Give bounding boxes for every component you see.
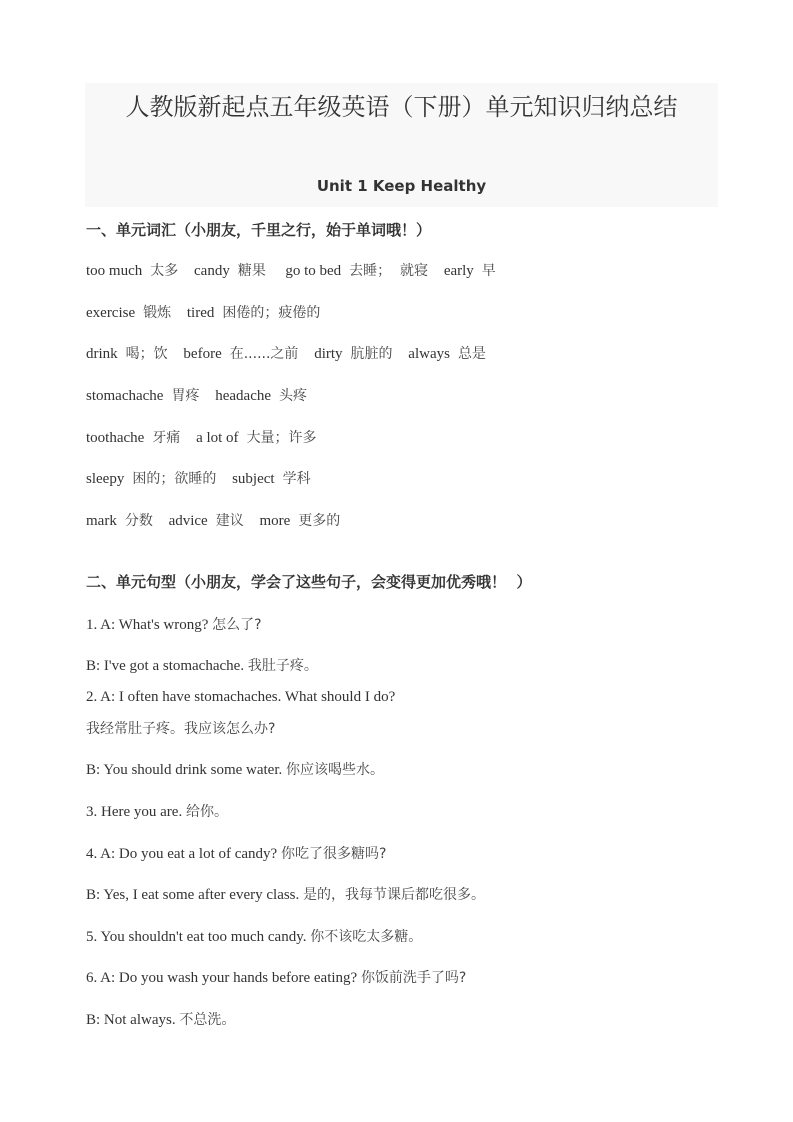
vocab-word: candy [194, 263, 230, 279]
sentence-cn: 你不该吃太多糖。 [310, 929, 423, 945]
document-title: 人教版新起点五年级英语（下册）单元知识归纳总结 [125, 93, 678, 121]
vocab-word: early [443, 263, 474, 279]
sentence-line [86, 927, 422, 947]
vocab-word: dirty [314, 346, 343, 362]
vocab-word: more [259, 513, 291, 529]
vocab-item [86, 430, 180, 446]
vocab-meaning: 总是 [457, 346, 486, 362]
vocab-meaning: 大量；许多 [246, 430, 317, 446]
vocab-word: a lot of [196, 430, 239, 446]
vocab-item [86, 388, 199, 404]
sentence-en: 4. A: Do you eat a lot of candy? [86, 846, 281, 862]
vocab-word: always [408, 346, 450, 362]
vocab-word: headache [215, 388, 272, 404]
vocab-meaning: 肮脏的 [350, 346, 393, 362]
sentence-line [86, 687, 395, 707]
vocab-meaning: 早 [481, 263, 496, 279]
vocab-word: advice [168, 513, 208, 529]
vocab-meaning: 头疼 [279, 388, 308, 404]
vocab-item [194, 263, 266, 279]
vocabulary-heading: 一、单元词汇（小朋友，千里之行，始于单词哦！） [86, 221, 432, 239]
vocab-meaning: 分数 [124, 513, 153, 529]
vocab-word: exercise [86, 305, 136, 321]
vocab-meaning: 更多的 [298, 513, 341, 529]
vocab-row [86, 261, 508, 281]
sentence-en: 6. A: Do you wash your hands before eating? [86, 970, 361, 986]
sentence-en: 3. Here you are. [86, 804, 186, 820]
sentence-line [86, 802, 228, 822]
sentence-cn: 你应该喝些水。 [286, 762, 385, 778]
sentence-en: B: You should drink some water. [86, 762, 287, 778]
vocab-row [86, 303, 332, 323]
sentence-line [86, 656, 318, 676]
vocab-item [187, 305, 321, 321]
sentence-line [86, 760, 384, 780]
vocab-row [86, 386, 319, 406]
vocab-word: sleepy [86, 471, 125, 487]
sentence-line [86, 968, 466, 988]
sentence-line [86, 615, 262, 635]
sentence-cn: 你饭前洗手了吗? [360, 970, 467, 986]
vocab-item [169, 513, 244, 529]
vocab-meaning: 困的；欲睡的 [132, 471, 217, 487]
vocab-word: tired [186, 305, 215, 321]
vocab-item [408, 346, 486, 362]
sentence-cn: 你吃了很多糖吗? [280, 846, 387, 862]
vocab-meaning: 太多 [150, 263, 179, 279]
vocab-item [86, 346, 168, 362]
document-header [85, 83, 718, 207]
vocab-word: subject [232, 471, 275, 487]
vocab-word: stomachache [86, 388, 164, 404]
sentence-en: B: Not always. [86, 1012, 180, 1028]
sentence-cn: 是的，我每节课后都吃很多。 [303, 887, 486, 903]
vocab-meaning: 牙痛 [152, 430, 181, 446]
vocab-meaning: 喝；饮 [125, 346, 168, 362]
sentence-line [86, 844, 386, 864]
sentence-cn: 给你。 [185, 804, 228, 820]
vocab-item [444, 263, 496, 279]
vocab-row [86, 428, 329, 448]
vocab-meaning: 困倦的；疲倦的 [222, 305, 321, 321]
vocab-meaning: 胃疼 [171, 388, 200, 404]
vocab-word: toothache [86, 430, 145, 446]
vocab-item [232, 471, 311, 487]
vocab-row [86, 344, 498, 364]
sentences-heading: 二、单元句型（小朋友，学会了这些句子，会变得更加优秀哦！ ） [86, 573, 532, 591]
vocab-item [259, 513, 340, 529]
vocab-item [86, 513, 153, 529]
sentence-cn: 怎么了? [212, 617, 262, 633]
vocab-word: before [183, 346, 222, 362]
sentence-line [86, 719, 275, 739]
sentence-line [86, 885, 485, 905]
sentence-cn: 我肚子疼。 [247, 658, 318, 674]
vocab-meaning: 去睡； 就寝 [349, 263, 429, 279]
vocab-item [86, 305, 171, 321]
vocab-item [86, 263, 178, 279]
vocab-item [196, 430, 317, 446]
vocab-meaning: 建议 [215, 513, 244, 529]
vocab-row [86, 511, 352, 531]
sentence-en: B: I've got a stomachache. [86, 658, 248, 674]
vocab-meaning: 学科 [282, 471, 311, 487]
vocab-meaning: 在......之前 [229, 346, 299, 362]
vocab-meaning: 糖果 [237, 263, 266, 279]
vocab-word: mark [86, 513, 117, 529]
vocab-word: drink [86, 346, 118, 362]
vocab-row [86, 469, 323, 489]
sentence-en: B: Yes, I eat some after every class. [86, 887, 304, 903]
sentence-en: 1. A: What's wrong? [86, 617, 213, 633]
vocab-meaning: 锻炼 [143, 305, 172, 321]
sentence-en: 5. You shouldn't eat too much candy. [86, 929, 311, 945]
vocab-item [183, 346, 298, 362]
unit-title: Unit 1 Keep Healthy [316, 177, 487, 195]
vocab-item [86, 471, 216, 487]
vocab-item [282, 263, 428, 279]
vocab-word: go to bed [281, 263, 342, 279]
vocab-item [314, 346, 392, 362]
sentence-cn: 不总洗。 [179, 1012, 236, 1028]
vocab-word: too much [86, 263, 143, 279]
sentence-cn: 我经常肚子疼。我应该怎么办? [86, 721, 276, 737]
sentence-en: 2. A: I often have stomachaches. What should I do? [86, 689, 396, 705]
vocab-item [215, 388, 307, 404]
sentence-line [86, 1010, 235, 1030]
